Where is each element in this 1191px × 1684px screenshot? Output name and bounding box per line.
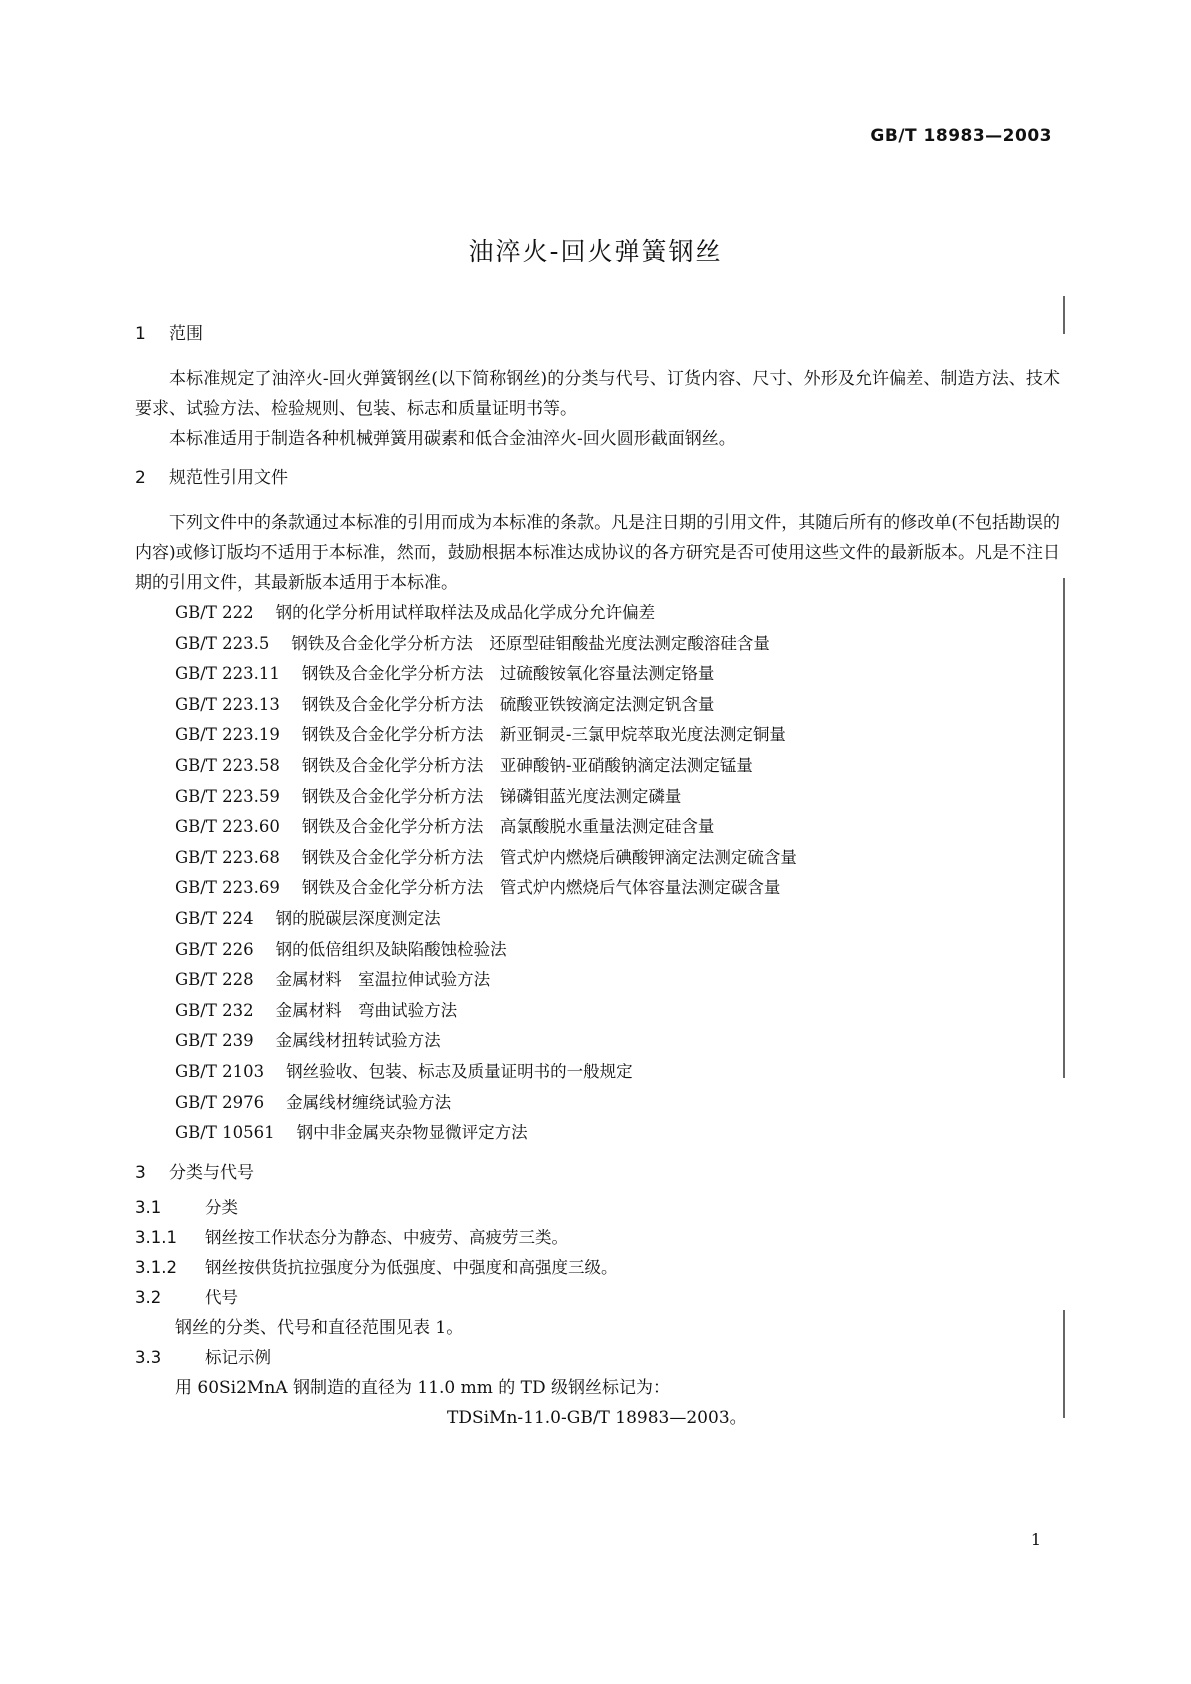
reference-title: 钢铁及合金化学分析方法 管式炉内燃烧后碘酸钾滴定法测定硫含量 [301, 847, 797, 867]
reference-item [135, 751, 1060, 782]
subsection-number: 3.1 [135, 1197, 162, 1217]
reference-code: GB/T 10561 [175, 1123, 275, 1143]
section-number: 3 [135, 1162, 146, 1183]
clause-number: 3.1.1 [135, 1227, 177, 1247]
reference-code: GB/T 226 [175, 939, 254, 959]
reference-item [135, 598, 1060, 629]
paragraph: 用 60Si2MnA 钢制造的直径为 11.0 mm 的 TD 级钢丝标记为： [175, 1377, 671, 1398]
subsection-title: 代号 [205, 1287, 238, 1307]
reference-code: GB/T 223.19 [175, 725, 280, 745]
change-bar [1063, 296, 1065, 334]
reference-code: GB/T 223.68 [175, 847, 280, 867]
reference-title: 钢中非金属夹杂物显微评定方法 [296, 1123, 528, 1143]
reference-item [135, 965, 1060, 996]
reference-title: 钢铁及合金化学分析方法 过硫酸铵氧化容量法测定铬量 [301, 664, 715, 684]
reference-item [135, 843, 1060, 874]
subsection-heading [135, 1283, 1060, 1313]
reference-title: 钢铁及合金化学分析方法 新亚铜灵-三氯甲烷萃取光度法测定铜量 [301, 725, 786, 745]
reference-code: GB/T 223.11 [175, 664, 280, 684]
clause-text: 钢丝按供货抗拉强度分为低强度、中强度和高强度三级。 [205, 1257, 618, 1277]
reference-code: GB/T 223.60 [175, 817, 280, 837]
reference-code: GB/T 224 [175, 908, 254, 928]
section-title: 范围 [169, 324, 203, 344]
paragraph: 下列文件中的条款通过本标准的引用而成为本标准的条款。凡是注日期的引用文件，其随后所有的修改单(不包括勘误的内容)或修订版均不适用于本标准，然而，鼓励根据本标准达成协议的各方研究是否可使用这些文件的最新版本。凡是不注日期的引用文件，其最新版本适用于本标准。 [135, 513, 1060, 593]
section-title: 分类与代号 [169, 1162, 254, 1183]
reference-item [135, 873, 1060, 904]
reference-code: GB/T 223.13 [175, 694, 280, 714]
clause [135, 1223, 1060, 1253]
reference-title: 钢铁及合金化学分析方法 锑磷钼蓝光度法测定磷量 [301, 786, 682, 806]
reference-code: GB/T 2103 [175, 1061, 265, 1081]
page-number: 1 [1030, 1530, 1041, 1549]
subsection-title: 标记示例 [205, 1347, 271, 1367]
section-heading [135, 322, 1060, 346]
reference-title: 钢铁及合金化学分析方法 高氯酸脱水重量法测定硅含量 [301, 817, 715, 837]
subsection-heading [135, 1343, 1060, 1373]
change-bar [1063, 578, 1065, 1078]
reference-item [135, 1026, 1060, 1057]
paragraph: 本标准适用于制造各种机械弹簧用碳素和低合金油淬火-回火圆形截面钢丝。 [169, 429, 736, 449]
document-title: 油淬火-回火弹簧钢丝 [468, 237, 723, 266]
clause-number: 3.1.2 [135, 1257, 177, 1277]
reference-code: GB/T 223.58 [175, 755, 280, 775]
subsection-title: 分类 [205, 1197, 238, 1217]
reference-title: 钢的脱碳层深度测定法 [275, 908, 441, 928]
reference-item [135, 1118, 1060, 1149]
section-number: 2 [135, 468, 146, 488]
section-heading [135, 466, 1060, 490]
reference-code: GB/T 223.69 [175, 878, 280, 898]
standard-code: GB/T 18983—2003 [870, 126, 1052, 146]
reference-item [135, 935, 1060, 966]
reference-item [135, 904, 1060, 935]
reference-code: GB/T 232 [175, 1000, 254, 1020]
clause-text: 钢丝按工作状态分为静态、中疲劳、高疲劳三类。 [205, 1227, 568, 1247]
subsection-number: 3.2 [135, 1287, 162, 1307]
paragraph: 钢丝的分类、代号和直径范围见表 1。 [175, 1317, 464, 1338]
subsection-number: 3.3 [135, 1347, 162, 1367]
reference-code: GB/T 239 [175, 1031, 254, 1051]
reference-title: 钢铁及合金化学分析方法 管式炉内燃烧后气体容量法测定碳含量 [301, 878, 781, 898]
section-number: 1 [135, 324, 146, 344]
reference-item [135, 1088, 1060, 1119]
reference-title: 金属线材扭转试验方法 [275, 1031, 441, 1051]
clause [135, 1253, 1060, 1283]
reference-title: 金属材料 弯曲试验方法 [275, 1000, 458, 1020]
reference-title: 钢的化学分析用试样取样法及成品化学成分允许偏差 [275, 603, 656, 622]
subsection-heading [135, 1193, 1060, 1223]
reference-title: 金属线材缠绕试验方法 [286, 1092, 452, 1112]
section-title: 规范性引用文件 [169, 468, 288, 488]
reference-title: 钢丝验收、包装、标志及质量证明书的一般规定 [286, 1061, 633, 1081]
reference-item [135, 812, 1060, 843]
reference-title: 钢铁及合金化学分析方法 还原型硅钼酸盐光度法测定酸溶硅含量 [291, 633, 770, 653]
marking-example: TDSiMn-11.0-GB/T 18983—2003。 [447, 1407, 747, 1428]
reference-item [135, 659, 1060, 690]
reference-item [135, 690, 1060, 721]
change-bar [1063, 1310, 1065, 1418]
reference-code: GB/T 223.59 [175, 786, 280, 806]
reference-code: GB/T 2976 [175, 1092, 265, 1112]
reference-title: 钢铁及合金化学分析方法 硫酸亚铁铵滴定法测定钒含量 [301, 694, 715, 714]
reference-code: GB/T 228 [175, 970, 254, 990]
reference-list [135, 598, 1060, 1149]
section-heading [135, 1161, 1060, 1185]
reference-title: 钢的低倍组织及缺陷酸蚀检验法 [275, 939, 507, 959]
paragraph: 本标准规定了油淬火-回火弹簧钢丝(以下简称钢丝)的分类与代号、订货内容、尺寸、外形及允许偏差、制造方法、技术要求、试验方法、检验规则、包装、标志和质量证明书等。 [135, 369, 1060, 419]
reference-title: 钢铁及合金化学分析方法 亚砷酸钠-亚硝酸钠滴定法测定锰量 [301, 755, 753, 775]
reference-title: 金属材料 室温拉伸试验方法 [275, 970, 491, 990]
reference-item [135, 629, 1060, 660]
reference-item [135, 720, 1060, 751]
document-body [135, 322, 1060, 1433]
reference-code: GB/T 222 [175, 603, 254, 622]
reference-item [135, 1057, 1060, 1088]
reference-item [135, 782, 1060, 813]
reference-item [135, 996, 1060, 1027]
reference-code: GB/T 223.5 [175, 633, 270, 653]
